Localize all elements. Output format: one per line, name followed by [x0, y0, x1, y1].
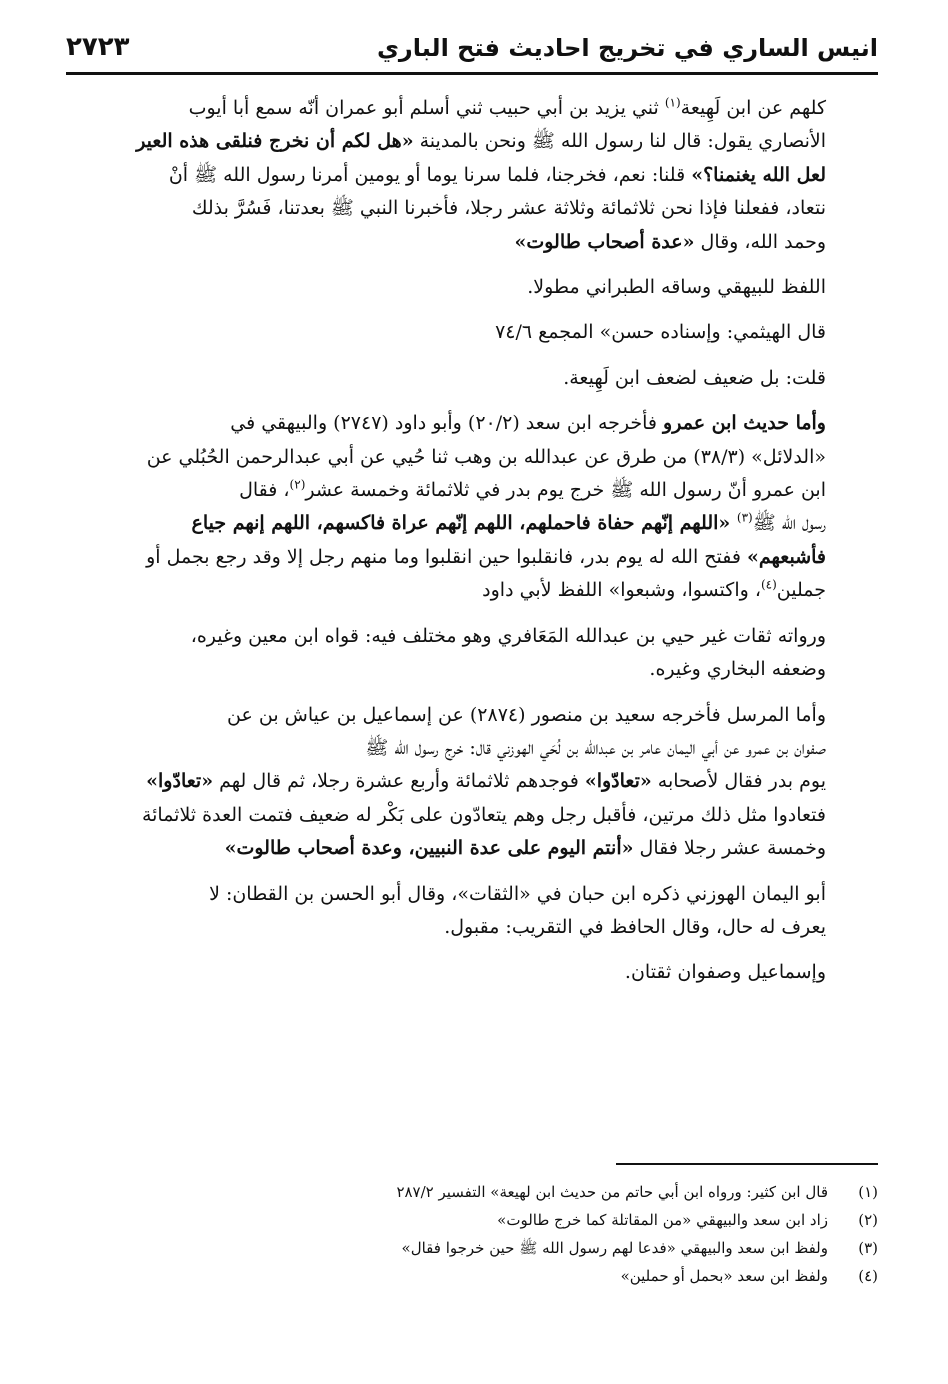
text-line: فأشبعهم» ففتح الله له يوم بدر، فانقلبوا حين انقلبوا وما منهم رجل إلا وقد رجع بجمل أو: [146, 545, 826, 568]
footnote-number: (١): [858, 1183, 878, 1201]
footnote-text: زاد ابن سعد والبيهقي «من المقاتلة كما خرج طالوت»: [497, 1211, 828, 1229]
footnote-separator: [616, 1163, 878, 1165]
text-line: وحمد الله، وقال «عدة أصحاب طالوت»: [514, 230, 826, 253]
text-line: الأنصاري يقول: قال لنا رسول الله ﷺ ونحن بالمدينة «هل لكم أن نخرج فنلقى هذه العير: [136, 130, 826, 153]
page-header: [66, 28, 878, 75]
main-text: [66, 92, 878, 1002]
text-line: وأما المرسل فأخرجه سعيد بن منصور (٢٨٧٤) عن إسماعيل بن عياش بن عن: [227, 703, 826, 726]
text-line: «الدلائل» (٣٨/٣) من طرق عن عبدالله بن وهب ثنا حُيي عن أبي عبدالرحمن الحُبُلي عن: [146, 445, 826, 468]
footnote-text: ولفظ ابن سعد والبيهقي «فدعا لهم رسول الله ﷺ حين خرجوا فقال»: [401, 1239, 828, 1257]
running-title: انيس الساري في تخريج احاديث فتح الباري: [376, 34, 878, 62]
footnote-number: (٣): [858, 1239, 878, 1257]
footnotes: [66, 1178, 878, 1290]
paragraph-hadith-ibn-amr: [66, 407, 878, 607]
paragraph-abu-al-yaman: [66, 878, 878, 945]
footnote-3: [66, 1234, 878, 1262]
text-line: ورواته ثقات غير حيي بن عبدالله المَعَافري وهو مختلف فيه: قواه ابن معين وغيره،: [190, 624, 826, 647]
footnote-ref-4[interactable]: (٤): [760, 577, 777, 592]
text-line: وخمسة عشر رجلا فقال «أنتم اليوم على عدة النبيين، وعدة أصحاب طالوت»: [224, 837, 826, 860]
text-line: صفوان بن عمرو عن أبي اليمان عامر بن عبدالله بن لُحَي الهوزني قال: خرج رسول الله ﷺ: [365, 736, 826, 759]
text-line: كلهم عن ابن لَهِيعة$^{(١)}$ ثني يزيد بن أبي حبيب ثني أسلم أبو عمران أنّه سمع أبا أيوب: [188, 95, 826, 119]
footnote-number: (٤): [858, 1267, 878, 1285]
text-line: وضعفه البخاري وغيره.: [649, 658, 826, 681]
paragraph-wording-note: اللفظ للبيهقي وساقه الطبراني مطولا.: [527, 276, 826, 299]
footnote-2: [66, 1206, 878, 1234]
text-line: أبو اليمان الهوزني ذكره ابن حبان في «الثقات»، وقال أبو الحسن بن القطان: لا: [209, 882, 826, 905]
text-line: يعرف له حال، وقال الحافظ في التقريب: مقبول.: [444, 915, 826, 938]
footnote-number: (٢): [858, 1211, 878, 1229]
text-line: يوم بدر فقال لأصحابه «تعادّوا» فوجدهم ثلاثمائة وأربع عشرة رجلا، ثم قال لهم «تعادّوا»: [146, 770, 826, 793]
text-line: نتعاد، ففعلنا فإذا نحن ثلاثمائة وثلاثة عشر رجلا، فأخبرنا النبي ﷺ بعدتنا، فَسُرَّ بذلك: [191, 197, 826, 220]
text-line: فتعادوا مثل ذلك مرتين، فأقبل رجل وهم يتعادّون على بَكْر له ضعيف فتمت العدة ثلاثمائة: [141, 803, 826, 826]
footnote-ref-1[interactable]: (١): [664, 95, 681, 110]
text-line: وأما حديث ابن عمرو فأخرجه ابن سعد (٢٠/٢) وأبو داود (٢٧٤٧) والبيهقي في: [230, 412, 826, 435]
paragraph-mursal: [66, 699, 878, 866]
paragraph-author-note: قلت: بل ضعيف لضعف ابن لَهِيعة.: [563, 366, 826, 389]
footnote-ref-3[interactable]: (٣): [736, 511, 753, 526]
footnote-1: [66, 1178, 878, 1206]
text-line: ابن عمرو أنّ رسول الله ﷺ خرج يوم بدر في ثلاثمائة وخمسة عشر$^{(٢)}$، فقال: [239, 477, 826, 502]
footnote-text: قال ابن كثير: ورواه ابن أبي حاتم من حديث ابن لهيعة» التفسير ٢٨٧/٢: [396, 1183, 828, 1201]
footnote-text: ولفظ ابن سعد «بحمل أو حملين»: [620, 1267, 828, 1285]
text-line: رسول الله ﷺ$^{(٣)}$ «اللهم إنّهم حفاة فاحملهم، اللهم إنّهم عراة فاكسهم، اللهم إنهم جياع: [191, 511, 826, 535]
paragraph-conclusion: وإسماعيل وصفوان ثقتان.: [624, 961, 826, 984]
footnote-4: [66, 1262, 878, 1290]
paragraph-hadith-abu-ayyub: [66, 92, 878, 259]
paragraph-haythami: قال الهيثمي: وإسناده حسن» المجمع ٧٤/٦: [495, 321, 826, 344]
footnote-ref-2[interactable]: (٢): [289, 477, 306, 492]
paragraph-narrators: [66, 620, 878, 687]
text-line: جملين$^{(٤)}$، واكتسوا، وشبعوا» اللفظ لأبي داود: [482, 577, 826, 602]
text-line: لعل الله يغنمنا؟» قلنا: نعم، فخرجنا، فلما سرنا يوما أو يومين أمرنا رسول الله ﷺ أنْ: [168, 163, 826, 186]
page-number: ٢٧٢٣: [66, 32, 130, 62]
